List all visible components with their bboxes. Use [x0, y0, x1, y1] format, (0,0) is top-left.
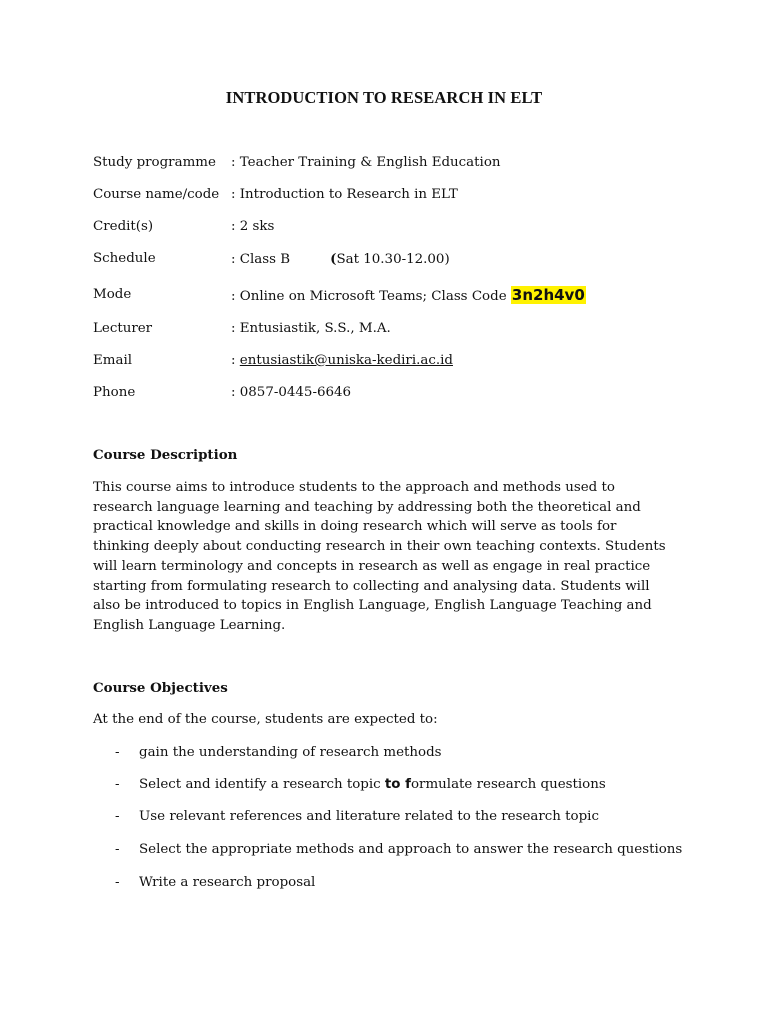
info-value: [231, 286, 586, 306]
info-value: : 2 sks: [231, 219, 275, 234]
info-label: Email: [93, 353, 133, 368]
email-link[interactable]: entusiastik@uniska-kediri.ac.id: [239, 353, 453, 368]
objective-text: Select and identify a research topic to formulate research questions: [139, 777, 606, 792]
schedule-time: Sat 10.30-12.00): [336, 252, 450, 267]
schedule-time-paren: (: [330, 251, 337, 267]
bullet-dash: -: [115, 875, 120, 890]
info-value: [231, 250, 450, 269]
info-value: : Introduction to Research in ELT: [231, 187, 458, 202]
objectives-intro: At the end of the course, students are expected to:: [93, 712, 438, 727]
bullet-dash: -: [115, 777, 120, 792]
info-label: Course name/code: [93, 187, 220, 202]
objective-text: Use relevant references and literature related to the research topic: [139, 809, 599, 824]
info-value: : Teacher Training & English Education: [231, 155, 501, 170]
info-value: [231, 352, 453, 370]
class-code-highlight: 3n2h4v0: [511, 286, 585, 304]
info-label: Schedule: [93, 251, 156, 266]
objective-text: Select the appropriate methods and approach to answer the research questions: [139, 842, 683, 857]
course-objectives-heading: Course Objectives: [93, 680, 228, 696]
course-description-text: This course aims to introduce students to the approach and methods used to research language learning and teaching by addressing both the theoretical and practical knowledge and skills in doing research which will serve as tools for thinking deeply about conducting research in their own teaching contexts. Students will learn terminology and concepts in research as well as engage in real practice starting from formulating research to collecting and analysing data. Students will also be introduced to topics in English Language, English Language Teaching and English Language Learning.: [93, 480, 666, 633]
bullet-dash: -: [115, 842, 120, 857]
info-value: : 0857-0445-6646: [231, 385, 352, 400]
info-label: Study programme: [93, 155, 216, 170]
schedule-class: : Class B: [231, 252, 291, 267]
bullet-dash: -: [115, 809, 120, 824]
info-label: Phone: [93, 385, 136, 400]
info-label: Mode: [93, 287, 132, 302]
info-label: Lecturer: [93, 321, 153, 336]
bullet-dash: -: [115, 745, 120, 760]
objective-bold-fragment: to f: [384, 777, 411, 792]
info-label: Credit(s): [93, 219, 154, 234]
mode-text: : Online on Microsoft Teams; Class Code: [231, 289, 511, 304]
email-prefix: :: [231, 353, 240, 368]
document-title: INTRODUCTION TO RESEARCH IN ELT: [225, 88, 543, 107]
info-value: : Entusiastik, S.S., M.A.: [231, 321, 391, 336]
objective-text: gain the understanding of research methods: [139, 745, 442, 760]
objective-text: Write a research proposal: [139, 875, 316, 890]
course-description-heading: Course Description: [93, 447, 238, 463]
